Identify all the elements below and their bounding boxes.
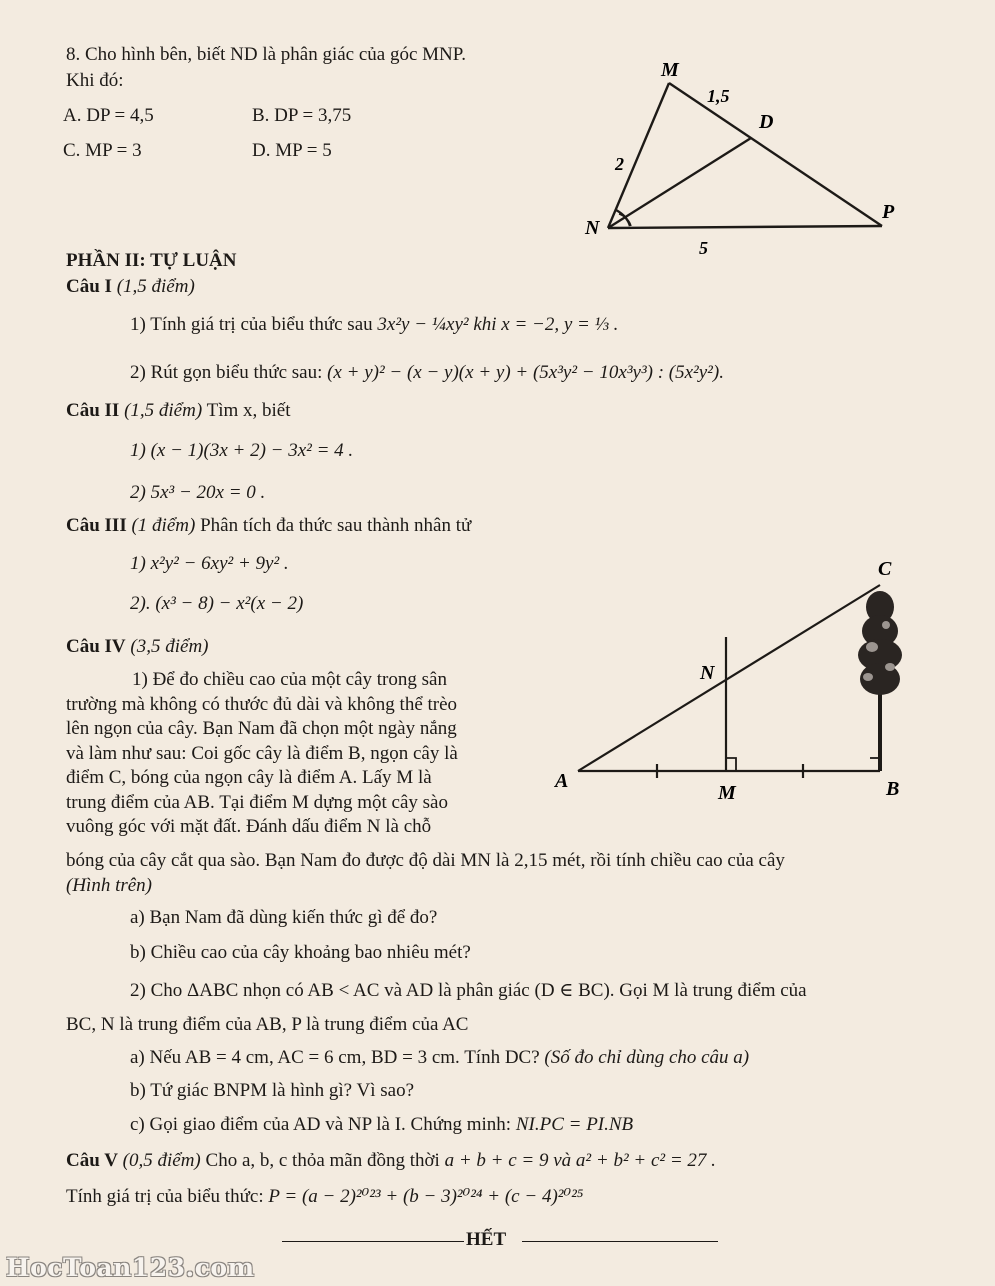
c4-heading: Câu IV (3,5 điểm) — [66, 636, 209, 657]
c1-item2: 2) Rút gọn biểu thức sau: (x + y)² − (x − y)(x + y) + (5x³y² − 10x³y³) : (5x²y²). — [130, 362, 724, 383]
c1-item1: 1) Tính giá trị của biểu thức sau 3x²y − ¼xy² khi x = −2, y = ⅓ . — [130, 314, 619, 335]
label-a: A — [555, 770, 569, 792]
c2-item1: 1) (x − 1)(3x + 2) − 3x² = 4 . — [130, 440, 354, 461]
c3-item2: 2). (x³ − 8) − x²(x − 2) — [130, 593, 304, 614]
q8-question: 8. Cho hình bên, biết ND là phân giác của góc MNP. — [66, 44, 466, 65]
label-c: C — [878, 558, 892, 580]
c4-p2-b: b) Tứ giác BNPM là hình gì? Vì sao? — [130, 1080, 415, 1101]
q8-triangle-figure — [575, 50, 915, 270]
bisector-nd — [608, 138, 751, 228]
c2-item2: 2) 5x³ − 20x = 0 . — [130, 482, 266, 503]
part2-title: PHẦN II: TỰ LUẬN — [66, 250, 237, 271]
q8-option-c: C. MP = 3 — [63, 140, 142, 161]
c1-heading: Câu I (1,5 điểm) — [66, 276, 195, 297]
c4-p1-last-line: bóng của cây cắt qua sào. Bạn Nam đo được độ dài MN là 2,15 mét, rồi tính chiều cao của cây — [66, 850, 785, 871]
label-m: M — [661, 59, 679, 81]
c4-p2-line1: 2) Cho ΔABC nhọn có AB < AC và AD là phân giác (D ∈ BC). Gọi M là trung điểm của — [130, 980, 807, 1001]
c5-line2: Tính giá trị của biểu thức: P = (a − 2)²⁰²³ + (b − 3)²⁰²⁴ + (c − 4)²⁰²⁵ — [66, 1186, 584, 1207]
c4-p2-line2: BC, N là trung điểm của AB, P là trung điểm của AC — [66, 1014, 469, 1035]
end-rule-right — [522, 1241, 718, 1242]
c5-heading: Câu V (0,5 điểm) Cho a, b, c thỏa mãn đồng thời a + b + c = 9 và a² + b² + c² = 27 . — [66, 1150, 716, 1171]
q8-option-b: B. DP = 3,75 — [252, 105, 352, 126]
c4-p1-a: a) Bạn Nam đã dùng kiến thức gì để đo? — [130, 907, 438, 928]
c4-part1-paragraph — [66, 668, 536, 840]
watermark: HocToan123.com — [6, 1253, 255, 1282]
side-mp — [669, 83, 882, 226]
q8-question-line2: Khi đó: — [66, 70, 124, 91]
q8-option-d: D. MP = 5 — [252, 140, 332, 161]
c4-p1-ref: (Hình trên) — [66, 875, 153, 896]
shadow-ray-ac — [578, 585, 880, 771]
label-mn: 2 — [615, 154, 624, 174]
label-n: N — [700, 662, 715, 684]
label-np: 5 — [699, 238, 708, 258]
c4-p2-c: c) Gọi giao điểm của AD và NP là I. Chứng minh: NI.PC = PI.NB — [130, 1114, 634, 1135]
c3-item1: 1) x²y² − 6xy² + 9y² . — [130, 553, 289, 574]
c2-heading: Câu II (1,5 điểm) Tìm x, biết — [66, 400, 291, 421]
c3-heading: Câu III (1 điểm) Phân tích đa thức sau thành nhân tử — [66, 515, 472, 536]
c4-p1-line: điểm C, bóng của ngọn cây là điểm A. Lấy M là — [66, 767, 432, 788]
c4-p1-line: lên ngọn của cây. Bạn Nam đã chọn một ngày nắng — [66, 718, 457, 739]
q8-option-a: A. DP = 4,5 — [63, 105, 154, 126]
tree-crown — [858, 591, 902, 695]
label-d: D — [759, 111, 774, 133]
label-md: 1,5 — [707, 86, 730, 106]
label-p: P — [882, 201, 895, 223]
c4-p1-line: trường mà không có thước đủ dài và không thể trèo — [66, 693, 458, 715]
end-marker: HẾT — [466, 1229, 507, 1250]
end-rule-left — [282, 1241, 464, 1242]
right-angle-m — [726, 758, 736, 771]
c4-p1-line: 1) Để đo chiều cao của một cây trong sân — [132, 669, 447, 690]
c4-p1-line: và làm như sau: Coi gốc cây là điểm B, ngọn cây là — [66, 742, 458, 764]
c4-p2-a: a) Nếu AB = 4 cm, AC = 6 cm, BD = 3 cm. Tính DC? (Số đo chỉ dùng cho câu a) — [130, 1047, 750, 1068]
label-m: M — [718, 782, 736, 804]
side-np — [608, 226, 882, 228]
label-b: B — [886, 778, 900, 800]
c4-p1-line: trung điểm của AB. Tại điểm M dựng một cây sào — [66, 791, 448, 813]
c4-p1-b: b) Chiều cao của cây khoảng bao nhiêu mét? — [130, 942, 471, 963]
tree-shadow-figure — [550, 555, 920, 805]
label-n: N — [585, 217, 600, 239]
c4-p1-line: vuông góc với mặt đất. Đánh dấu điểm N là chỗ — [66, 816, 432, 837]
